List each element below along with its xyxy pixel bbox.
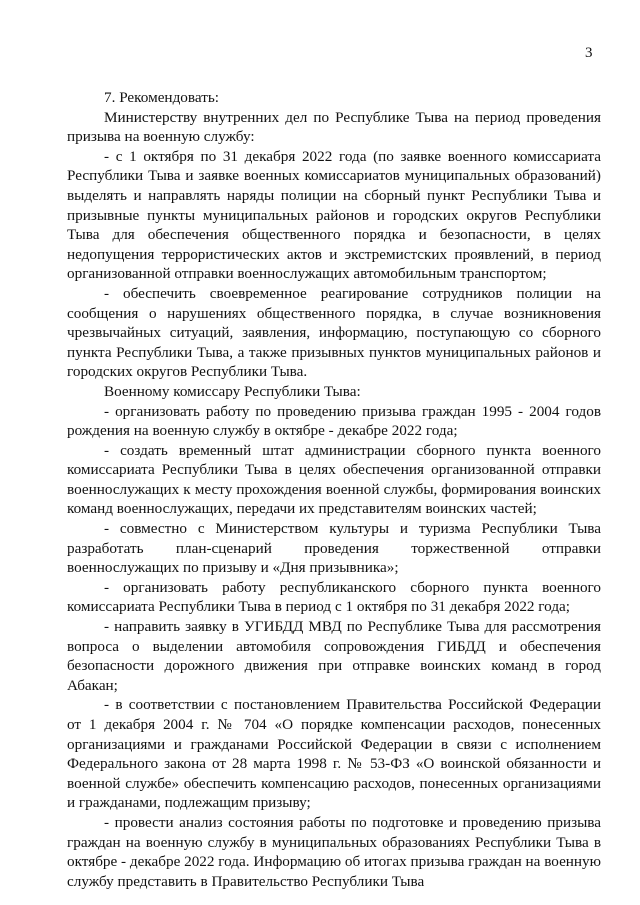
document-body	[67, 88, 601, 891]
paragraph-mvd-police-details: - с 1 октября по 31 декабря 2022 года (по заявке военного комиссариата Республики Тыва и заявке военных комиссариатов муниципальных образований) выделять и направлять наряды полиции на сборный пункт Республики Тыва и призывные пункты муниципальных районов и городских округов Республики Тыва для обеспечения общественного порядка и безопасности, в целях недопущения террористических актов и экстремистских проявлений, в период организованной отправки военнослужащих автомобильным транспортом;	[67, 147, 601, 283]
paragraph-commissar-addressee: Военному комиссару Республики Тыва:	[104, 382, 361, 400]
paragraph-commissar-assembly-point: - организовать работу республиканского сборного пункта военного комиссариата Республики Тыва в период с 1 октября по 31 декабря 2022 года;	[67, 578, 601, 616]
paragraph-commissar-traffic-escort: - направить заявку в УГИБДД МВД по Республике Тыва для рассмотрения вопроса о выделении автомобиля сопровождения ГИБДД и обеспечения безопасности дорожного движения при отправке воинских команд в город Абакан;	[67, 618, 601, 694]
paragraph-commissar-compensation: - в соответствии с постановлением Правительства Российской Федерации от 1 декабря 2004 г. № 704 «О порядке компенсации расходов, понесенных организациями и гражданами Российской Федерации в связи с исполнением Федерального закона от 28 марта 1998 г. № 53-ФЗ «О воинской обязанности и военной службе» обеспечить компенсацию расходов, понесенных организациями и гражданами, подлежащим призыву;	[67, 696, 601, 812]
paragraph-commissar-analysis: - провести анализ состояния работы по подготовке и проведению призыва граждан на военную службу в муниципальных образованиях Республики Тыва в октябре - декабре 2022 года. Информацию об итогах призыва граждан на военную службу представить в Правительство Республики Тыва	[67, 813, 602, 890]
paragraph-mvd-addressee: Министерству внутренних дел по Республике Тыва на период проведения призыва на военную службу:	[67, 108, 601, 146]
paragraph-recommend-heading: 7. Рекомендовать:	[104, 89, 219, 106]
paragraph-commissar-staff: - создать временный штат администрации сборного пункта военного комиссариата Республики Тыва в целях обеспечения организованной отправки военнослужащих к месту прохождения военной службы, формирования воинских команд военнослужащих, передачи их представителям воинских частей;	[67, 441, 601, 518]
page-number: 3	[585, 45, 593, 61]
paragraph-commissar-ceremony: - совместно с Министерством культуры и туризма Республики Тыва разработать план-сценарий проведения торжественной отправки военнослужащих по призыву и «Дня призывника»;	[67, 520, 601, 577]
paragraph-commissar-organize-draft: - организовать работу по проведению призыва граждан 1995 - 2004 годов рождения на военную службу в октябре - декабре 2022 года;	[67, 402, 601, 440]
paragraph-mvd-response: - обеспечить своевременное реагирование сотрудников полиции на сообщения о нарушениях общественного порядка, в случае возникновения чрезвычайных ситуаций, заявления, информацию, поступающую со сборного пункта Республики Тыва, а также призывных пунктов муниципальных районов и городских округов Республики Тыва.	[67, 284, 601, 381]
